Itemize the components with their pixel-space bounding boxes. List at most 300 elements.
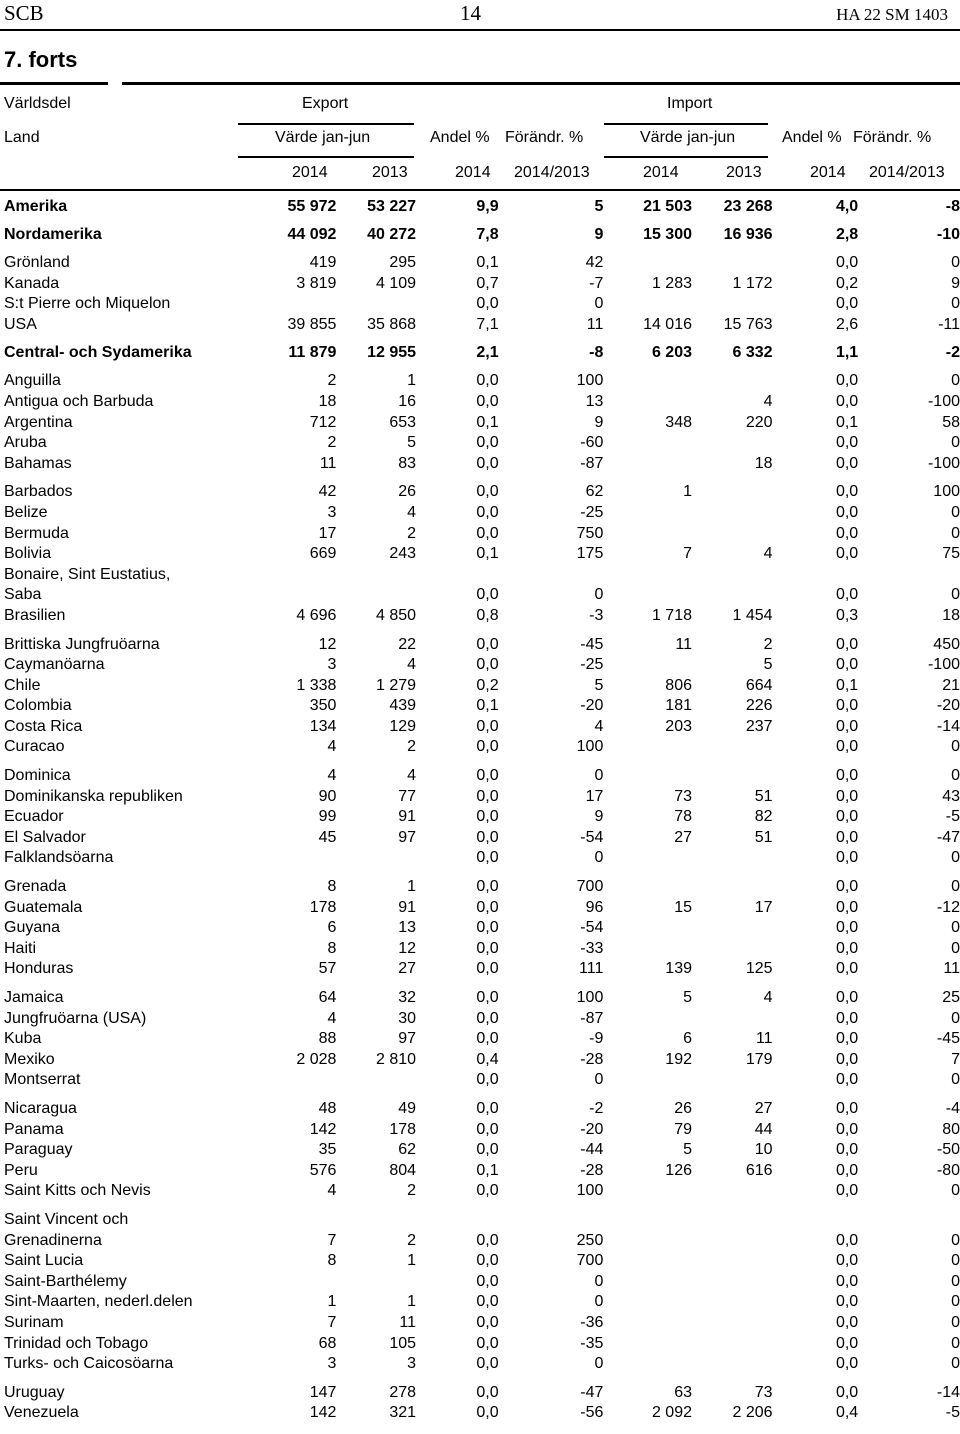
export-share-2014: 2,1 [476,344,499,362]
export-value-2014: 712 [309,413,337,431]
import-value-2014 [603,565,692,586]
import-share-2014: 0,0 [835,635,859,653]
country-name: Argentina [4,413,73,431]
import-share-2014: 0,0 [835,808,859,826]
export-share-2014: 0,0 [476,960,499,978]
country-name: Brittiska Jungfruöarna [4,635,160,653]
table-row [0,1029,960,1050]
import-share-2014: 0,0 [835,1231,859,1249]
table-row [0,898,960,919]
export-value-2013: 2 [407,1231,417,1249]
import-value-2013 [692,1181,773,1202]
header-varldsdel: Världsdel [4,95,71,112]
country-name: Curacao [4,738,65,756]
title-rule-right [122,82,960,85]
import-change: 11 [943,960,960,978]
import-value-2014 [603,1231,692,1252]
table-row [0,1383,960,1404]
page-header-left: SCB [4,1,44,25]
table-row [0,294,960,315]
export-value-2013: 129 [389,717,417,735]
country-name: El Salvador [4,828,86,846]
import-change: -10 [936,226,960,243]
export-change: -28 [580,1050,604,1068]
export-share-2014: 0,1 [476,697,499,715]
import-share-2014: 0,0 [835,697,859,715]
import-value-2013 [692,294,773,315]
import-value-2014 [603,585,692,606]
export-share-2014: 0,0 [476,849,499,867]
import-share-2014: 4,0 [835,198,859,215]
export-change: 700 [576,1252,604,1270]
table-title: 7. forts [4,47,78,72]
export-value-2014: 669 [309,545,337,563]
export-change: 42 [585,254,604,271]
row-spacer [0,758,960,766]
country-name: Surinam [4,1313,64,1331]
import-change: 43 [942,787,960,805]
import-value-2013: 11 [755,1030,773,1048]
export-change: 9 [594,808,604,826]
export-change: -3 [589,606,604,624]
export-change: -47 [580,1383,604,1401]
country-name: Bolivia [4,545,52,563]
import-change: 75 [942,545,960,563]
import-change: 0 [951,738,960,756]
country-name: Dominica [4,767,71,785]
table-row [0,274,960,295]
import-value-2014 [603,737,692,758]
import-change: 0 [951,767,960,785]
import-share-2014: 0,0 [835,1120,859,1138]
import-change: -14 [936,717,960,735]
export-value-2013: 12 [398,939,417,957]
import-change: -2 [945,344,960,362]
country-name: Barbados [4,483,73,501]
import-share-2014: 0,0 [835,503,859,521]
export-value-2014 [257,294,337,315]
import-value-2014 [603,454,692,475]
country-name: Mexiko [4,1050,55,1068]
table-row [0,482,960,503]
export-value-2014: 11 879 [288,344,337,362]
import-share-2014: 0,0 [835,828,859,846]
export-share-2014: 7,1 [476,315,499,333]
import-value-2014: 78 [674,808,692,826]
export-change: -7 [589,274,604,292]
export-value-2013: 1 [407,878,417,896]
export-value-2014 [257,1272,337,1293]
export-value-2014: 42 [318,483,337,501]
row-spacer [0,335,960,343]
export-value-2014: 178 [309,898,337,916]
import-value-2014 [603,1292,692,1313]
import-change: 0 [951,1293,960,1311]
import-share-2014: 1,1 [835,344,859,362]
export-share-2014: 0,7 [476,274,499,292]
country-name: Chile [4,676,41,694]
import-value-2014 [603,1070,692,1091]
country-name: Amerika [4,198,68,215]
country-name: Haiti [4,939,37,957]
table-row [0,544,960,565]
export-value-2013: 2 810 [375,1050,417,1068]
export-value-2014: 88 [318,1030,337,1048]
import-value-2014: 6 203 [651,344,692,362]
export-share-2014: 0,0 [476,1231,499,1249]
export-value-2014: 2 [327,434,337,452]
import-share-2014: 0,0 [835,545,859,563]
export-value-2014: 55 972 [287,198,337,215]
import-value-2013: 51 [754,787,773,805]
export-value-2013: 2 [407,524,417,542]
import-value-2014: 73 [674,787,692,805]
country-name: USA [4,315,37,333]
export-value-2014: 3 819 [296,274,337,292]
table-row [0,696,960,717]
export-value-2014: 11 [319,454,337,472]
export-share-2014: 0,0 [476,808,499,826]
import-value-2013 [692,766,773,787]
export-share-2014: 0,0 [476,656,499,674]
export-value-2014: 419 [309,254,337,271]
country-name: Falklandsöarna [4,849,114,867]
table-row [0,433,960,454]
import-change: -100 [927,392,960,410]
import-share-2014: 0,0 [835,1252,859,1270]
export-change: 5 [594,676,604,694]
import-change: 0 [951,524,960,542]
import-share-2014: 0,0 [835,1099,859,1117]
import-value-2014 [603,918,692,939]
title-rule-left [0,82,108,85]
import-share-2014: 0,1 [835,413,859,431]
export-value-2014: 1 338 [296,676,337,694]
import-change: -100 [927,454,960,472]
export-share-2014: 0,0 [476,1383,499,1401]
export-change: -44 [580,1141,604,1159]
import-change: -5 [945,1404,960,1422]
export-change: -33 [580,939,604,957]
export-share-2014: 0,0 [476,1141,499,1159]
export-value-2013 [336,848,416,869]
export-change: 62 [585,483,604,501]
import-share-2014: 0,0 [835,656,859,674]
import-share-2014: 0,0 [835,1313,859,1331]
export-change: 0 [594,295,604,313]
row-spacer [0,980,960,988]
import-share-2014: 0,0 [835,898,859,916]
export-change [499,1210,604,1231]
export-change: 5 [594,198,604,215]
row-spacer [0,1375,960,1383]
import-value-2013 [692,1210,773,1231]
export-value-2013: 97 [398,1030,417,1048]
export-value-2013: 11 [399,1313,417,1331]
export-change: 13 [585,392,604,410]
country-name: Guatemala [4,898,83,916]
table-row [0,676,960,697]
import-value-2013: 4 [763,392,773,410]
table-row [0,1140,960,1161]
import-value-2013 [692,877,773,898]
table-row [0,828,960,849]
export-value-2013: 53 227 [367,198,417,215]
header-export-value: Värde jan-jun [275,129,371,146]
export-change: 0 [594,1272,604,1290]
import-share-2014: 0,0 [835,434,859,452]
export-value-2014: 8 [327,878,337,896]
import-share-2014: 0,0 [835,1355,859,1373]
import-share-2014: 0,0 [835,454,859,472]
export-value-2014: 18 [318,392,337,410]
import-value-2014: 1 [683,483,692,501]
import-share-2014: 0,0 [835,1071,859,1089]
export-value-2013: 439 [389,697,417,715]
export-share-2014: 0,1 [476,1161,499,1179]
import-value-2014: 15 [674,898,692,916]
import-value-2013 [692,371,773,392]
export-change: -87 [580,1009,604,1027]
export-value-2014: 44 092 [287,226,337,243]
export-value-2013: 97 [398,828,417,846]
import-change: -4 [945,1099,960,1117]
row-spacer [0,245,960,253]
import-value-2013: 82 [754,808,773,826]
export-share-2014: 0,0 [476,503,499,521]
export-value-2014: 576 [309,1161,337,1179]
country-name: Jamaica [4,989,64,1006]
export-share-2014: 0,0 [476,483,499,501]
country-name: Montserrat [4,1071,81,1089]
export-share-2014: 0,0 [476,1182,499,1200]
export-change: -25 [580,503,604,521]
import-share-2014: 0,0 [835,960,859,978]
export-change: 9 [594,413,604,431]
export-change: 4 [594,717,604,735]
import-share-2014: 0,1 [835,676,859,694]
import-change: -45 [936,1030,960,1048]
export-value-2013: 295 [389,254,417,271]
export-value-2014: 4 696 [296,606,337,624]
table-row [0,413,960,434]
table-row [0,253,960,274]
import-share-2014: 0,0 [835,767,859,785]
import-change: 0 [951,1355,960,1373]
export-share-2014: 0,0 [476,767,499,785]
import-value-2014: 2 092 [651,1404,692,1422]
export-value-2013: 2 [407,1182,417,1200]
import-share-2014: 0,0 [835,524,859,542]
export-value-2013: 32 [398,989,417,1006]
table-row [0,807,960,828]
import-value-2013 [692,848,773,869]
import-value-2013: 17 [754,898,773,916]
export-value-2014: 7 [327,1313,337,1331]
table-row [0,1231,960,1252]
export-change: 100 [576,1182,604,1200]
row-spacer [0,217,960,225]
country-name: Jungfruöarna (USA) [4,1009,147,1027]
header-import: Import [667,95,713,112]
import-share-2014: 0,0 [835,1161,859,1179]
import-value-2014 [603,939,692,960]
import-change: 0 [951,919,960,937]
import-value-2013: 220 [745,413,773,431]
export-value-2013 [336,1070,416,1091]
table-row [0,606,960,627]
export-share-2014: 0,0 [476,392,499,410]
export-value-2013: 5 [407,434,417,452]
table-row [0,766,960,787]
export-value-2014: 1 [327,1293,337,1311]
import-value-2014 [603,524,692,545]
import-value-2013: 2 [763,635,773,653]
import-value-2013 [692,1354,773,1375]
export-change: 0 [594,1071,604,1089]
export-change: -45 [580,635,604,653]
export-value-2014 [257,1210,337,1231]
table-row [0,585,960,606]
export-value-2013: 105 [389,1334,417,1352]
export-value-2014: 350 [309,697,337,715]
page-header-right: HA 22 SM 1403 [836,5,948,24]
country-name: Belize [4,503,48,521]
country-name: Nordamerika [4,226,102,243]
country-name: Brasilien [4,606,66,624]
country-name: Uruguay [4,1383,65,1401]
export-value-2014: 7 [327,1231,337,1249]
import-share-2014: 2,8 [835,226,859,243]
export-value-2013: 178 [389,1120,417,1138]
row-spacer [0,627,960,635]
export-value-2013: 26 [398,483,417,501]
export-share-2014: 0,0 [476,1355,499,1373]
country-name: Caymanöarna [4,656,105,674]
import-value-2013 [692,1070,773,1091]
import-value-2013: 18 [754,454,773,472]
export-value-2014: 4 [327,767,337,785]
export-share-2014: 0,2 [476,676,499,694]
country-name: Kanada [4,274,60,292]
export-change: 17 [585,787,604,805]
import-value-2013 [692,482,773,503]
table-row [0,1272,960,1293]
country-name: Grönland [4,254,70,271]
country-name: Kuba [4,1030,42,1048]
export-share-2014: 0,0 [476,1030,499,1048]
export-share-2014: 0,1 [476,545,499,563]
import-value-2013: 51 [754,828,773,846]
import-value-2014 [603,503,692,524]
export-change: 0 [594,1293,604,1311]
import-share-2014: 0,0 [835,1009,859,1027]
import-value-2014: 181 [665,697,692,715]
export-share-2014: 0,0 [476,717,499,735]
import-change: 0 [951,849,960,867]
import-share-2014: 0,0 [835,1272,859,1290]
export-share-2014: 0,0 [476,524,499,542]
table-row [0,1161,960,1182]
export-value-2013: 653 [389,413,417,431]
row-spacer [0,1091,960,1099]
export-share-2014: 0,0 [476,1099,499,1117]
export-share-2014: 0,0 [476,1009,499,1027]
export-value-2013: 1 [407,1293,417,1311]
country-name: Costa Rica [4,717,83,735]
export-share-2014: 0,0 [476,787,499,805]
export-value-2013: 1 [407,1252,417,1270]
import-share-2014: 0,0 [835,919,859,937]
header-import-change: Förändr. % [853,129,932,146]
year-rule-export [238,156,414,158]
country-name: Paraguay [4,1141,73,1159]
import-change: 0 [951,1009,960,1027]
country-name: Sint-Maarten, nederl.delen [4,1293,193,1311]
import-change: 0 [951,1182,960,1200]
import-value-2013: 23 268 [723,198,773,215]
import-share-2014: 0,0 [835,787,859,805]
export-share-2014: 0,0 [476,1334,499,1352]
export-value-2014: 57 [318,960,337,978]
header-year: 2013 [726,164,762,181]
table-row [0,848,960,869]
export-share-2014: 7,8 [476,226,499,243]
import-value-2013: 6 332 [732,344,773,362]
export-value-2014: 8 [327,1252,337,1270]
table-row [0,717,960,738]
import-change: -20 [936,697,960,715]
import-share-2014: 0,0 [835,1383,859,1401]
table-row [0,1334,960,1355]
import-change: -12 [936,898,960,916]
import-change: 0 [951,372,960,390]
export-change: 700 [576,878,604,896]
import-value-2014: 348 [665,413,692,431]
import-value-2014 [603,433,692,454]
table-row [0,503,960,524]
export-value-2014: 39 855 [287,315,337,333]
export-change: -56 [580,1404,604,1422]
header-rule [0,29,960,31]
import-value-2014: 7 [683,545,692,563]
export-share-2014 [416,1210,499,1231]
import-value-2013: 4 [763,989,773,1006]
import-value-2014 [603,766,692,787]
export-share-2014: 0,0 [476,878,499,896]
import-value-2013 [692,585,773,606]
country-name: Central- och Sydamerika [4,344,192,362]
import-share-2014: 0,0 [835,295,859,313]
export-change: -54 [580,919,604,937]
import-change: 0 [951,939,960,957]
import-share-2014: 0,0 [835,878,859,896]
export-change [499,565,604,586]
import-change: 0 [951,1313,960,1331]
country-name: Turks- och Caicosöarna [4,1355,174,1373]
export-value-2014: 99 [318,808,337,826]
import-value-2014: 5 [683,989,692,1006]
country-name: Peru [4,1161,38,1179]
country-name: Antigua och Barbuda [4,392,154,410]
export-share-2014: 0,0 [476,1272,499,1290]
import-change: 0 [951,295,960,313]
export-share-2014: 0,0 [476,1313,499,1331]
export-value-2014: 142 [309,1120,337,1138]
import-value-2013 [692,1292,773,1313]
table-row [0,988,960,1009]
export-value-2014: 3 [327,656,337,674]
